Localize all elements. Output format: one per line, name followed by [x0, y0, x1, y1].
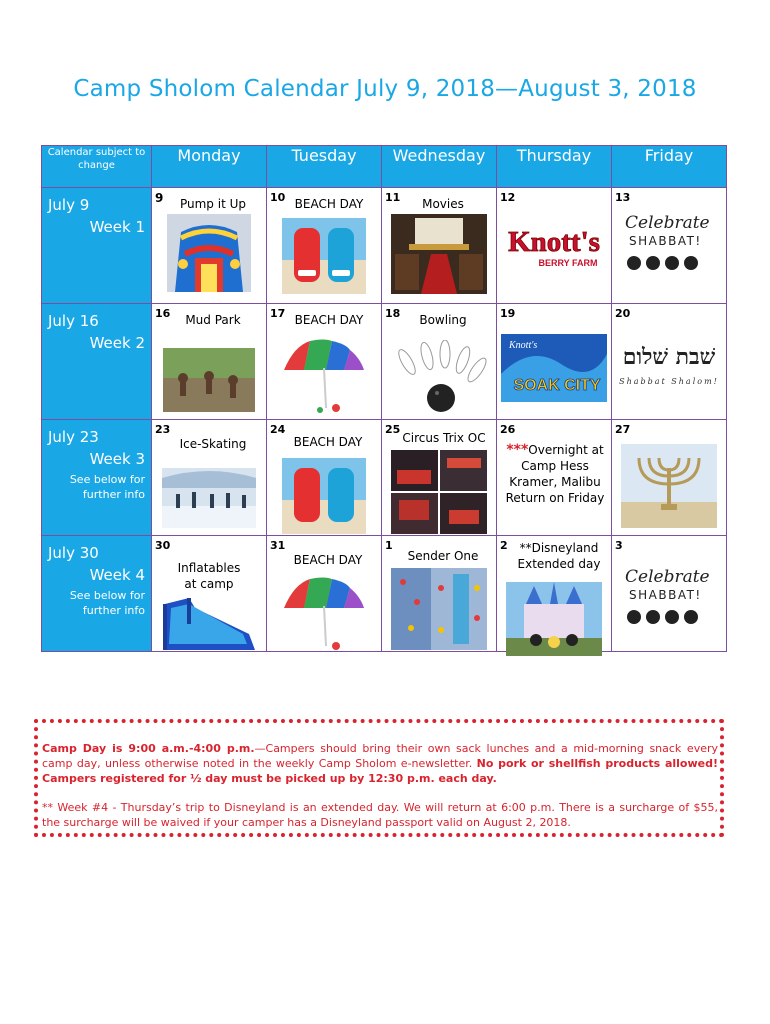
camp-notes-box — [34, 719, 724, 837]
trampoline-park-icon — [391, 450, 487, 534]
day-activity: Inflatables at camp — [177, 561, 241, 591]
logo-text: SOAK CITY — [513, 377, 601, 394]
day-number: 13 — [615, 191, 631, 204]
logo-text: Celebrate — [625, 567, 710, 587]
day-cell — [152, 420, 267, 536]
menorah-icon — [621, 444, 717, 528]
day-number: 23 — [155, 423, 171, 436]
day-number: 25 — [385, 423, 401, 436]
boogie-boards-icon — [282, 218, 366, 294]
day-number: 30 — [155, 539, 171, 552]
week-row — [42, 536, 727, 652]
week-row — [42, 420, 727, 536]
bowling-icon — [389, 340, 489, 414]
day-cell — [497, 420, 612, 536]
day-number: 9 — [155, 191, 164, 205]
day-activity: Ice-Skating — [179, 437, 247, 451]
day-number: 26 — [500, 423, 516, 436]
food-pickup-note: No pork or shellfish products allowed! Campers registered for ½ day must be picked up by 12:30 p.m. each day. — [42, 757, 718, 785]
week-date: July 16 — [48, 312, 99, 330]
week-cell — [42, 304, 152, 420]
week-date: July 23 — [48, 428, 99, 446]
page-title: Camp Sholom Calendar July 9, 2018—August 3, 2018 — [73, 76, 697, 102]
week-note: See below for further info — [69, 473, 145, 501]
overnight-text: Overnight at Camp Hess Kramer, Malibu Return on Friday — [505, 443, 605, 505]
logo-subtext: BERRY FARM — [538, 258, 598, 268]
day-cell — [382, 188, 497, 304]
boogie-boards-icon — [282, 458, 366, 534]
day-header-wednesday: Wednesday — [382, 146, 497, 188]
day-header-thursday: Thursday — [497, 146, 612, 188]
day-cell — [152, 188, 267, 304]
day-activity: **Disneyland Extended day — [517, 541, 601, 571]
day-number: 18 — [385, 307, 401, 320]
week-note: See below for further info — [69, 589, 145, 617]
camp-day-note — [42, 741, 718, 786]
week-cell — [42, 420, 152, 536]
day-activity — [503, 442, 607, 506]
day-header-friday: Friday — [612, 146, 727, 188]
day-number: 12 — [500, 191, 516, 204]
day-cell — [612, 536, 727, 652]
logo-subtext: Knott's — [509, 340, 538, 351]
day-number: 24 — [270, 423, 286, 436]
day-cell — [382, 304, 497, 420]
beach-umbrella-icon — [280, 576, 368, 654]
day-cell — [612, 188, 727, 304]
week-date: July 9 — [48, 196, 90, 214]
day-cell — [382, 420, 497, 536]
lunch-note: —Campers should bring their own sack lunches and a mid-morning snack every camp day, unless otherwise noted in the weekly Camp Sholom e-newsletter. — [42, 742, 718, 770]
day-cell — [152, 536, 267, 652]
day-number: 16 — [155, 307, 171, 320]
calendar-table — [41, 145, 727, 652]
day-number: 19 — [500, 307, 516, 320]
day-cell — [267, 536, 382, 652]
water-slide-icon — [159, 594, 259, 652]
day-number: 10 — [270, 191, 286, 204]
day-number: 2 — [500, 539, 508, 552]
week-cell — [42, 188, 152, 304]
day-activity: Bowling — [419, 313, 467, 327]
ice-rink-icon — [162, 468, 256, 528]
movie-theater-icon — [391, 214, 487, 294]
day-number: 17 — [270, 307, 286, 320]
celebrate-shabbat-logo — [621, 562, 717, 632]
climbing-wall-icon — [391, 568, 487, 650]
beach-umbrella-icon — [280, 338, 368, 416]
day-cell — [497, 188, 612, 304]
logo-text: Celebrate — [625, 213, 710, 233]
day-cell — [497, 536, 612, 652]
week-date: July 30 — [48, 544, 99, 562]
day-activity: BEACH DAY — [294, 197, 364, 211]
day-number: 27 — [615, 423, 631, 436]
day-cell — [497, 304, 612, 420]
day-header-tuesday: Tuesday — [267, 146, 382, 188]
day-cell — [382, 536, 497, 652]
week-label: Week 1 — [89, 218, 145, 236]
day-cell — [612, 304, 727, 420]
week-label: Week 4 — [89, 566, 145, 584]
disneyland-castle-icon — [506, 582, 602, 656]
overnight-stars: *** — [506, 442, 529, 458]
day-number: 31 — [270, 539, 286, 552]
day-cell — [267, 420, 382, 536]
logo-subtext: SHABBAT! — [629, 588, 702, 602]
week-row — [42, 304, 727, 420]
mud-park-icon — [163, 348, 255, 412]
day-activity: Circus Trix OC — [402, 431, 486, 445]
day-cell — [612, 420, 727, 536]
day-activity: BEACH DAY — [293, 435, 363, 449]
week-cell — [42, 536, 152, 652]
day-cell — [267, 188, 382, 304]
day-cell — [267, 304, 382, 420]
day-activity: BEACH DAY — [293, 553, 363, 567]
day-activity: Mud Park — [185, 313, 241, 327]
shabbat-shalom-logo — [619, 338, 719, 392]
disneyland-note: ** Week #4 - Thursday’s trip to Disneyland is an extended day. We will return at 6:00 p.m. There is a surcharge of $55, the surcharge will be waived if your camper has a Disneyland passport valid on August 2, 2018. — [42, 801, 718, 829]
day-activity: Sender One — [407, 549, 479, 563]
day-number: 20 — [615, 307, 631, 320]
inflatable-slide-icon — [167, 214, 251, 292]
knotts-logo — [501, 220, 607, 272]
day-cell — [152, 304, 267, 420]
week-label: Week 2 — [89, 334, 145, 352]
logo-text: שׁבת שׁלום — [622, 344, 716, 370]
camp-hours: Camp Day is 9:00 a.m.-4:00 p.m. — [42, 742, 255, 755]
day-activity: Pump it Up — [179, 197, 246, 211]
calendar-header-row — [42, 146, 727, 188]
logo-subtext: Shabbat Shalom! — [619, 377, 719, 386]
day-number: 1 — [385, 539, 393, 552]
day-activity: BEACH DAY — [294, 313, 364, 327]
calendar-note: Calendar subject to change — [42, 146, 152, 188]
celebrate-shabbat-logo — [621, 208, 717, 278]
week-row — [42, 188, 727, 304]
day-activity: Movies — [422, 197, 464, 211]
logo-subtext: SHABBAT! — [629, 234, 702, 248]
camp-notes-text — [42, 741, 718, 844]
soak-city-logo — [501, 334, 607, 402]
day-number: 3 — [615, 539, 623, 552]
day-header-monday: Monday — [152, 146, 267, 188]
week-label: Week 3 — [89, 450, 145, 468]
day-number: 11 — [385, 191, 401, 204]
logo-text: Knott's — [508, 226, 600, 258]
